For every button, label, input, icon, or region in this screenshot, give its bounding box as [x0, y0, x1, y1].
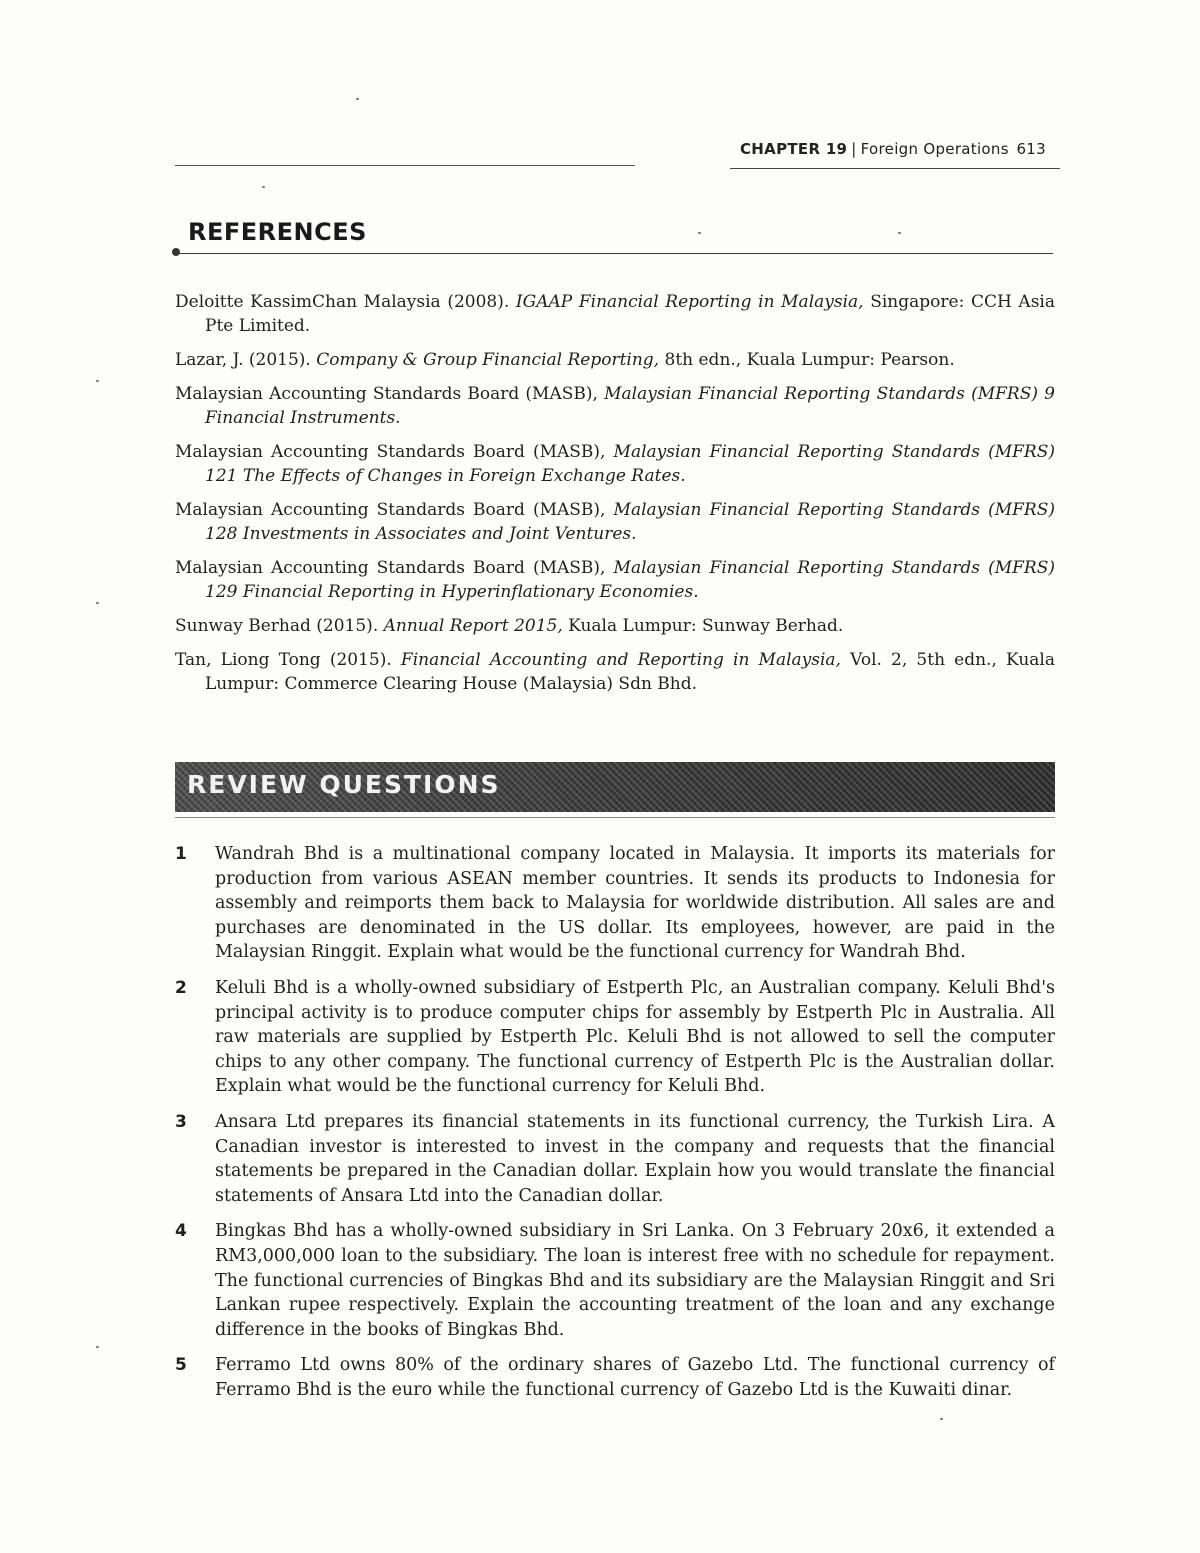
question-text: Bingkas Bhd has a wholly-owned subsidiary in Sri Lanka. On 3 February 20x6, it extended a RM3,000,000 loan to the subsidiary. The loan is interest free with no schedule for repayment. The functional currencies of Bingkas Bhd and its subsidiary are the Malaysian Ringgit and Sri Lankan rupee respectively. Explain the accounting treatment of the loan and any exchange difference in the books of Bingkas Bhd. — [215, 1221, 1055, 1340]
question-list — [175, 842, 1055, 1413]
scan-speck — [96, 380, 99, 382]
question-item — [175, 1110, 1055, 1208]
reference-entry: Malaysian Accounting Standards Board (MASB), Malaysian Financial Reporting Standards (MFRS) 128 Investments in Associates and Joint Ventures. — [175, 500, 1055, 544]
question-number: 4 — [175, 1221, 187, 1242]
scan-speck — [356, 98, 359, 100]
scan-speck — [898, 232, 901, 234]
header-rule-right — [730, 168, 1060, 169]
question-text: Keluli Bhd is a wholly-owned subsidiary of Estperth Plc, an Australian company. Keluli Bhd's principal activity is to produce computer chips for assembly by Estperth Plc in Australia. All raw materials are supplied by Estperth Plc. Keluli Bhd is not allowed to sell the computer chips to any other company. The functional currency of Estperth Plc is the Australian dollar. Explain what would be the functional currency for Keluli Bhd. — [215, 977, 1055, 1097]
reference-entry: Sunway Berhad (2015). Annual Report 2015, Kuala Lumpur: Sunway Berhad. — [175, 616, 844, 636]
references-rule — [175, 253, 1053, 254]
question-number: 3 — [175, 1111, 187, 1132]
reference-entry: Malaysian Accounting Standards Board (MASB), Malaysian Financial Reporting Standards (MFRS) 9 Financial Instruments. — [175, 384, 1055, 428]
reference-entry: Deloitte KassimChan Malaysia (2008). IGAAP Financial Reporting in Malaysia, Singapore: CCH Asia Pte Limited. — [175, 292, 1055, 336]
question-number: 5 — [175, 1355, 187, 1376]
question-item — [175, 976, 1055, 1099]
question-text: Ansara Ltd prepares its financial statements in its functional currency, the Turkish Lira. A Canadian investor is interested to invest in the company and requests that the financial statements be prepared in the Canadian dollar. Explain how you would translate the financial statements of Ansara Ltd into the Canadian dollar. — [215, 1111, 1055, 1206]
reference-entry: Malaysian Accounting Standards Board (MASB), Malaysian Financial Reporting Standards (MFRS) 129 Financial Reporting in Hyperinflationary Economies. — [175, 558, 1055, 602]
reference-list — [175, 290, 1055, 706]
chapter-title: Foreign Operations — [860, 140, 1009, 158]
scan-speck — [262, 186, 265, 188]
running-header — [740, 140, 1060, 158]
question-text: Wandrah Bhd is a multinational company located in Malaysia. It imports its materials for production from various ASEAN member countries. It sends its products to Indonesia for assembly and reimports them back to Malaysia for worldwide distribution. All sales are and purchases are denominated in the US dollar. Its employees, however, are paid in the Malaysian Ringgit. Explain what would be the functional currency for Wandrah Bhd. — [215, 844, 1055, 963]
chapter-label: CHAPTER 19 — [740, 140, 848, 158]
review-questions-heading: REVIEW QUESTIONS — [187, 770, 501, 799]
reference-entry: Lazar, J. (2015). Company & Group Financial Reporting, 8th edn., Kuala Lumpur: Pearson. — [175, 350, 955, 370]
reference-entry: Malaysian Accounting Standards Board (MASB), Malaysian Financial Reporting Standards (MFRS) 121 The Effects of Changes in Foreign Exchange Rates. — [175, 442, 1055, 486]
question-number: 1 — [175, 844, 187, 864]
question-item — [175, 842, 1055, 965]
review-questions-rule — [175, 817, 1055, 818]
scan-speck — [698, 232, 701, 234]
heading-bullet-icon — [172, 248, 180, 256]
references-heading: REFERENCES — [188, 218, 367, 246]
reference-entry: Tan, Liong Tong (2015). Financial Accounting and Reporting in Malaysia, Vol. 2, 5th edn., Kuala Lumpur: Commerce Clearing House (Malaysia) Sdn Bhd. — [175, 650, 1055, 694]
page-number: 613 — [1016, 140, 1046, 158]
scan-speck — [940, 1418, 943, 1420]
header-rule-left — [175, 165, 635, 166]
question-number: 2 — [175, 977, 187, 998]
question-text: Ferramo Ltd owns 80% of the ordinary shares of Gazebo Ltd. The functional currency of Ferramo Bhd is the euro while the functional currency of Gazebo Ltd is the Kuwaiti dinar. — [215, 1355, 1055, 1400]
scan-speck — [96, 1346, 99, 1348]
review-questions-banner — [175, 762, 1055, 812]
question-item — [175, 1353, 1055, 1402]
header-separator: | — [851, 140, 857, 158]
scan-speck — [96, 602, 99, 604]
question-item — [175, 1219, 1055, 1342]
